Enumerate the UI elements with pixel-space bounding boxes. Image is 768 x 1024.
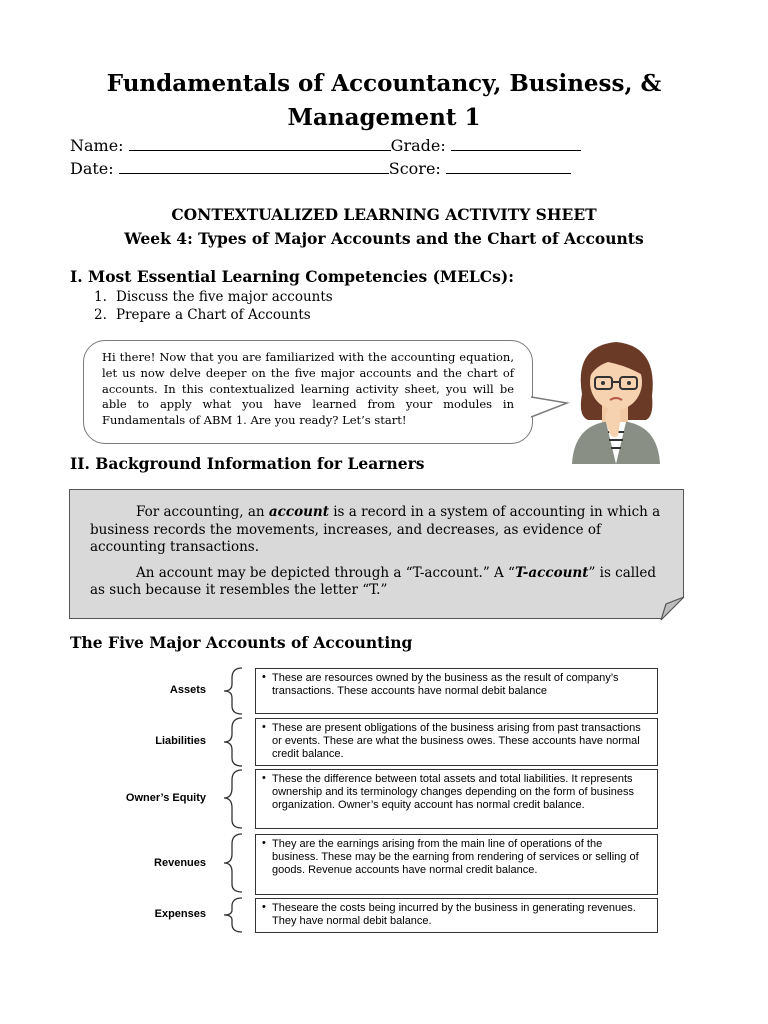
owners-equity-label: Owner’s Equity xyxy=(125,792,206,804)
background-heading: II. Background Information for Learners xyxy=(70,454,425,473)
brace-liabilities xyxy=(224,718,242,766)
background-info-box xyxy=(69,489,684,619)
name-row xyxy=(70,136,581,155)
speech-bubble-tail xyxy=(531,395,571,425)
speech-bubble: Hi there! Now that you are familiarized with the accounting equation, let us now delve deeper on the five major accounts and the chart of accounts. In this contextualized learning activity sheet, you will be able to apply what you have learned from your modules in Fundamentals of ABM 1. Are you ready? Let’s start! xyxy=(83,340,533,444)
score-label: Score: xyxy=(388,159,441,178)
revenues-label: Revenues xyxy=(154,857,206,869)
grade-field[interactable] xyxy=(451,136,581,151)
brace-owners-equity xyxy=(224,770,242,828)
account-definition xyxy=(90,504,663,557)
revenues-definition: They are the earnings arising from the main line of operations of the business. These may be the earning from rendering of services or selling of goods. Revenue accounts have normal credit balance. xyxy=(272,838,639,877)
name-label: Name: xyxy=(70,136,124,155)
account-term: account xyxy=(268,504,329,520)
brace-assets xyxy=(224,668,242,714)
melcs-item-text: Discuss the five major accounts xyxy=(116,289,333,305)
melcs-heading: I. Most Essential Learning Competencies (MELCs): xyxy=(70,267,514,286)
t-account-term: T-account xyxy=(514,564,589,581)
bullet-icon: • xyxy=(262,837,266,849)
expenses-definition-box xyxy=(255,898,658,933)
liabilities-definition: These are present obligations of the business arising from past transactions or events. These are what the business owes. These accounts have normal credit balance. xyxy=(272,722,641,761)
week-heading: Week 4: Types of Major Accounts and the Chart of Accounts xyxy=(124,229,644,248)
sheet-heading: CONTEXTUALIZED LEARNING ACTIVITY SHEET xyxy=(171,205,597,224)
account-definition-text: is a record in a system of accounting in which a business records the movements, increases, and decreases, as evidence of accounting transactions. xyxy=(90,504,661,555)
melcs-item-number: 2. xyxy=(94,307,107,323)
bullet-icon: • xyxy=(262,901,266,913)
bullet-icon: • xyxy=(262,772,266,784)
t-account-text: An account may be depicted through a “T-account.” A “ xyxy=(136,564,515,581)
assets-definition: These are resources owned by the business as the result of company’s transactions. These accounts have normal debit balance xyxy=(272,672,619,698)
assets-label: Assets xyxy=(169,684,206,696)
melcs-item-number: 1. xyxy=(94,289,107,305)
name-field[interactable] xyxy=(129,136,391,151)
expenses-label: Expenses xyxy=(154,908,206,920)
owners-equity-definition-box xyxy=(255,769,658,829)
five-accounts-heading: The Five Major Accounts of Accounting xyxy=(70,633,413,652)
brace-expenses xyxy=(224,898,242,932)
score-field[interactable] xyxy=(446,159,571,174)
melcs-item-text: Prepare a Chart of Accounts xyxy=(116,307,311,323)
owners-equity-definition: These the difference between total assets and total liabilities. It represents ownership and its terminology changes depending on the form of business organization. Owner’s equity account has normal credit balance. xyxy=(272,773,635,812)
page-title-line1: Fundamentals of Accountancy, Business, & xyxy=(106,70,662,97)
melcs-list xyxy=(94,288,333,324)
date-label: Date: xyxy=(70,159,114,178)
t-account-text: ” is called as such because it resembles the letter “T.” xyxy=(90,564,657,598)
account-definition-text: For accounting, an xyxy=(136,504,269,520)
date-field[interactable] xyxy=(119,159,389,174)
grade-label: Grade: xyxy=(390,136,446,155)
bullet-icon: • xyxy=(262,671,266,683)
expenses-definition: Theseare the costs being incurred by the business in generating revenues. They have normal debit balance. xyxy=(272,902,636,928)
liabilities-label: Liabilities xyxy=(155,735,206,747)
liabilities-definition-box xyxy=(255,718,658,766)
page-title-line2: Management 1 xyxy=(287,104,481,131)
date-row xyxy=(70,159,571,178)
curly-braces xyxy=(212,664,254,936)
revenues-definition-box xyxy=(255,834,658,895)
melcs-item xyxy=(94,306,333,324)
page-curl-corner xyxy=(660,596,686,621)
melcs-item xyxy=(94,288,333,306)
assets-definition-box xyxy=(255,668,658,714)
brace-revenues xyxy=(224,834,242,892)
teacher-avatar-icon xyxy=(568,336,663,464)
bullet-icon: • xyxy=(262,721,266,733)
t-account-definition xyxy=(90,565,663,600)
